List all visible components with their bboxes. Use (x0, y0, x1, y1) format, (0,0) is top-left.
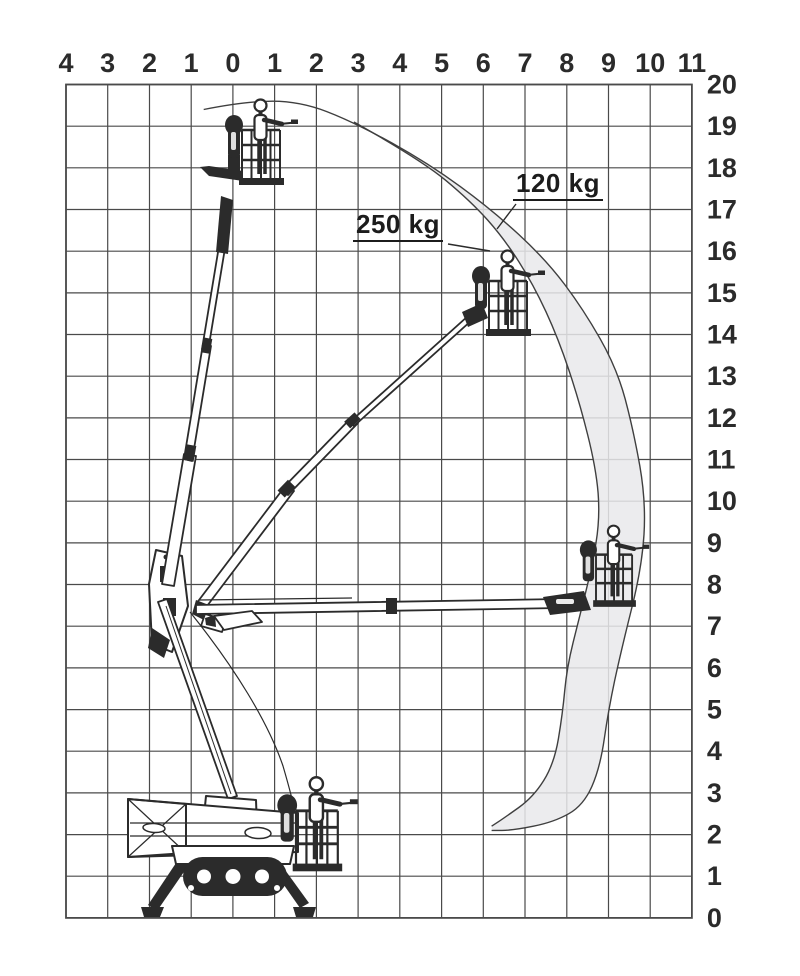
y-axis-label: 2 (706, 819, 722, 850)
outrigger-foot-right (293, 907, 316, 917)
x-axis-label: 2 (141, 48, 158, 78)
y-axis-label: 3 (706, 777, 722, 808)
y-axis-label: 16 (706, 236, 737, 267)
x-axis-label: 8 (559, 48, 575, 78)
x-axis-label: 9 (600, 48, 617, 78)
y-axis-label: 0 (706, 902, 722, 933)
y-axis-label: 14 (706, 319, 737, 350)
x-axis-label: 1 (183, 48, 199, 78)
y-axis-label: 1 (706, 861, 722, 892)
x-axis-label: 11 (677, 48, 707, 78)
x-axis-label: 6 (475, 48, 491, 78)
x-axis-labels (58, 48, 706, 78)
y-axis-label: 4 (706, 736, 722, 767)
y-axis-label: 9 (706, 527, 722, 558)
y-axis-label: 8 (706, 569, 722, 600)
y-axis-label: 18 (706, 152, 737, 183)
capacity-label-250kg: 250 kg (353, 210, 443, 242)
y-axis-label: 7 (706, 611, 722, 642)
x-axis-label: 2 (308, 48, 324, 78)
y-axis-label: 6 (706, 652, 722, 683)
capacity-label-120kg: 120 kg (513, 169, 603, 201)
y-axis-label: 20 (706, 69, 737, 100)
y-axis-label: 15 (706, 277, 737, 308)
boom-vertical-position (162, 155, 243, 586)
boom-horizontal-position (196, 591, 591, 630)
y-axis-labels (707, 70, 737, 933)
y-axis-label: 13 (706, 361, 737, 392)
x-axis-label: 0 (225, 48, 241, 78)
y-axis-label: 12 (706, 402, 737, 433)
y-axis-label: 19 (706, 111, 737, 142)
x-axis-label: 3 (350, 48, 366, 78)
boom-diagonal-position (192, 303, 488, 632)
y-axis-label: 5 (706, 694, 722, 725)
x-axis-label: 10 (635, 48, 666, 78)
y-axis-label: 11 (706, 444, 736, 475)
y-axis-label: 10 (706, 486, 737, 517)
y-axis-label: 17 (706, 194, 737, 225)
x-axis-label: 4 (392, 48, 408, 78)
x-axis-label: 3 (100, 48, 116, 78)
x-axis-label: 5 (434, 48, 450, 78)
x-axis-label: 4 (58, 48, 74, 78)
outrigger-foot-left (141, 907, 164, 917)
x-axis-label: 7 (517, 48, 533, 78)
x-axis-label: 1 (267, 48, 283, 78)
